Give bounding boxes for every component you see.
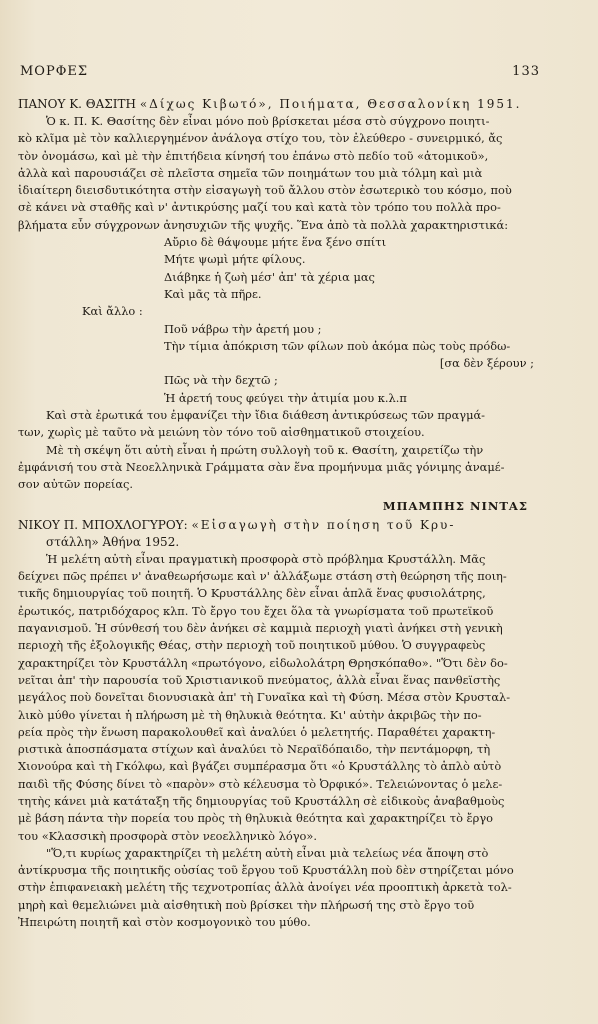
kai-allo-label: Καὶ ἄλλο : xyxy=(82,304,143,319)
verse-line: Καὶ μᾶς τὰ πῆρε. xyxy=(164,286,262,301)
review1-paragraph2 xyxy=(18,407,554,442)
verse-line: Ποῦ νάβρω τὴν ἀρετή μου ; xyxy=(164,321,322,336)
text-line: Καὶ στὰ ἐρωτικά του ἐμφανίζει τὴν ἴδια διάθεση ἀντικρύσεως τῶν πραγμά- xyxy=(46,408,486,423)
text-line: λικὸ μύθο γίνεται ἡ πλήρωση μὲ τὴ θηλυκιὰ θεότητα. Κι' αὐτὴν ἀκριβῶς τὴν πο- xyxy=(18,707,482,722)
verse-line: Τὴν τίμια ἀπόκριση τῶν φίλων ποὺ ἀκόμα πὼς τοὺς πρόδω- xyxy=(164,338,511,353)
text-line: "Ὅ,τι κυρίως χαρακτηρίζει τὴ μελέτη αὐτὴ εἶναι μιὰ τελείως νέα ἄποψη στὸ xyxy=(46,845,489,860)
text-line: παγανισμοῦ. Ἡ σύνθεσή του δὲν ἀνήκει σὲ καμμιὰ περιοχὴ γιατὶ ἀνήκει στὴ γενικὴ xyxy=(18,621,503,636)
review1-title: «Δίχως Κιβωτό», Ποιήματα, Θεσσαλονίκη 1951. xyxy=(139,97,522,111)
text-line: τητὴς κάνει μιὰ κατάταξη τῆς δημιουργίας τοῦ Κρυστάλλη σὲ εἰδικοὺς ἀναβαθμοὺς xyxy=(18,793,505,808)
journal-title: ΜΟΡΦΕΣ xyxy=(20,64,89,79)
verse-line: Αὔριο δὲ θάψουμε μήτε ἕνα ξένο σπίτι xyxy=(164,235,387,250)
text-line: περιοχὴ τῆς ἐξολογικῆς Θέας, στὴν περιοχὴ τοῦ ποιητικοῦ μύθου. Ὁ συγγραφεὺς xyxy=(18,638,486,653)
text-line: ἰδιαίτερη διεισδυτικότητα στὴν εἰσαγωγὴ τοῦ ἄλλου στὸν ἐσωτερικὸ του κόσμο, ποὺ xyxy=(18,183,512,198)
text-line: Χιονούρα καὶ τὴ Γκόλφω, καὶ βγάζει συμπέρασμα ὅτι «ὁ Κρυστάλλης τὸ ἁπλὸ αὐτὸ xyxy=(18,759,502,774)
text-line: Μὲ τὴ σκέψη ὅτι αὐτὴ εἶναι ἡ πρώτη συλλογὴ τοῦ κ. Θασίτη, χαιρετίζω τὴν xyxy=(46,442,484,457)
text-line: ρεία πρὸς τὴν ἕνωση παρακολουθεῖ καὶ ἀναλύει ὁ μελετητής. Παραθέτει χαρακτη- xyxy=(18,724,496,739)
page-number: 133 xyxy=(512,64,540,79)
text-line: ἀλλὰ καὶ παρουσιάζει σὲ πλεῖστα σημεῖα τῶν ποιημάτων του μιὰ τόλμη καὶ μιὰ xyxy=(18,165,483,180)
review2-paragraph1 xyxy=(18,551,554,845)
text-line: ριστικὰ ἀποσπάσματα στίχων καὶ ἀναλύει τὸ Νεραϊδόπαιδο, τὴν πεντάμορφη, τὴ xyxy=(18,742,491,757)
text-line: Ἠπειρώτη ποιητῆ καὶ στὸν κοσμογονικὸ του μύθο. xyxy=(18,915,311,930)
text-line: μὲ βάση πάντα τὴν πορεία του πρὸς τὴ θηλυκιὰ θεότητα καὶ χαρακτηρίζει τὸ ἔργο xyxy=(18,811,494,826)
text-line: μηρὴ καὶ θεμελιώνει μιὰ αἰσθητικὴ ποὺ βρίσκει τὴν πλήρωσή της στὸ ἔργο τοῦ xyxy=(18,897,475,912)
review2-heading xyxy=(18,517,554,534)
review2-paragraph2 xyxy=(18,845,554,931)
text-line: μεγάλος ποὺ δονεῖται διονυσιακὰ ἀπ' τὴ Γυναῖκα καὶ τὴ Φύση. Μέσα στὸν Κρυσταλ- xyxy=(18,690,511,705)
text-line: τὸν ὀνομάσω, καὶ μὲ τὴν ἐπιτήδεια κίνησή του ἐπάνω στὸ πεδίο τοῦ «ἀτομικοῦ», xyxy=(18,148,489,163)
text-line: του «Κλασσικὴ προσφορὰ στὸν νεοελληνικὸ λόγο». xyxy=(18,828,317,843)
review1-verse2 xyxy=(18,321,554,407)
verse-line: Πῶς νὰ τὴν δεχτῶ ; xyxy=(164,373,278,388)
text-line: ἐμφάνισή του στὰ Νεοελληνικὰ Γράμματα σὰν ἕνα προμήνυμα μιᾶς γόνιμης ἀναμέ- xyxy=(18,459,505,474)
review1-paragraph1 xyxy=(18,113,554,234)
text-line: ἐρωτικός, πατριδόχαρος κλπ. Τὸ ἔργο του ἔχει ὅλα τὰ γνωρίσματα τοῦ πρωτεϊκοῦ xyxy=(18,603,494,618)
verse-line: Διάβηκε ἡ ζωὴ μέσ' ἀπ' τὰ χέρια μας xyxy=(164,269,375,284)
text-line: σον αὐτῶν πορείας. xyxy=(18,477,134,492)
review1-heading xyxy=(18,96,554,113)
review2-title: «Εἰσαγωγὴ στὴν ποίηση τοῦ Κρυ- xyxy=(191,517,456,532)
review1-verse1 xyxy=(18,234,554,303)
text-line: ἀντίκρυσμα τῆς ποιητικῆς οὐσίας τοῦ ἔργου τοῦ Κρυστάλλη ποὺ δὲν στηρίζεται μόνο xyxy=(18,863,514,878)
page-content xyxy=(18,96,554,931)
text-line: στὴν ἐπιφανειακὴ μελέτη τῆς τεχνοτροπίας ἀλλὰ ἀνοίγει νέα προοπτικὴ ἀρκετὰ τολ- xyxy=(18,880,512,895)
verse-line: Ἡ ἀρετή τους φεύγει τὴν ἀτιμία μου κ.λ.π xyxy=(164,390,407,405)
review2-author: ΝΙΚΟΥ Π. ΜΠΟΧΛΟΓΥΡΟΥ: xyxy=(18,517,188,532)
review1-author: ΠΑΝΟΥ Κ. ΘΑΣΙΤΗ xyxy=(18,97,136,111)
text-line: δείχνει πῶς πρέπει ν' ἀναθεωρήσωμε καὶ ν' ἀλλάξωμε στάση στὴ θεώρηση τῆς ποιη- xyxy=(18,569,507,584)
text-line: παιδὶ τῆς Φύσης δίνει τὸ «παρὸν» στὸ κέλευσμα τὸ Ὀρφικό». Τελειώνοντας ὁ μελε- xyxy=(18,776,503,791)
text-line: των, χωρὶς μὲ ταῦτο νὰ μειώνη τὸν τόνο τοῦ αἰσθηματικοῦ στοιχείου. xyxy=(18,425,425,440)
text-line: χαρακτηρίζει τὸν Κρυστάλλη «πρωτόγονο, εἰδωλολάτρη Θρησκόπαθο». "Ὅτι δὲν δο- xyxy=(18,655,508,670)
verse-line: Μήτε ψωμὶ μήτε φίλους. xyxy=(164,252,306,267)
verse-line-continuation: [σα δὲν ξέρουν ; xyxy=(439,356,534,371)
text-line: κὸ κλῖμα μὲ τὸν καλλιεργημένον ἀνάλογα στίχο του, τὸν ἐλεύθερο - συνειρμικό, ἄς xyxy=(18,131,503,146)
review1-signature: ΜΠΑΜΠΗΣ ΝΙΝΤΑΣ xyxy=(382,498,528,513)
text-line: βλήματα εὖν σύγχρονων ἀνησυχιῶν τῆς ψυχῆς. Ἕνα ἀπὸ τὰ πολλὰ χαρακτηριστικά: xyxy=(18,217,509,232)
text-line: Ὁ κ. Π. Κ. Θασίτης δὲν εἶναι μόνο ποὺ βρίσκεται μέσα στὸ σύγχρονο ποιητι- xyxy=(46,114,490,128)
text-line: Ἡ μελέτη αὐτὴ εἶναι πραγματικὴ προσφορὰ στὸ πρόβλημα Κρυστάλλη. Μᾶς xyxy=(46,551,486,566)
text-line: νεῖται ἀπ' τὴν παρουσία τοῦ Χριστιανικοῦ πνεύματος, ἀλλὰ εἶναι ἕνας πανθεϊστὴς xyxy=(18,672,501,687)
review1-paragraph3 xyxy=(18,442,554,494)
review2-title-line2: στάλλη» Ἀθήνα 1952. xyxy=(46,534,180,549)
text-line: τικῆς δημιουργίας τοῦ ποιητῆ. Ὁ Κρυστάλλης δὲν εἶναι ἁπλᾶ ἕνας φυσιολάτρης, xyxy=(18,586,486,601)
text-line: σὲ κάνει νὰ σταθῆς καὶ ν' ἀντικρύσης μαζί του καὶ κατὰ τὸν τρόπο του πολλὰ προ- xyxy=(18,200,501,215)
